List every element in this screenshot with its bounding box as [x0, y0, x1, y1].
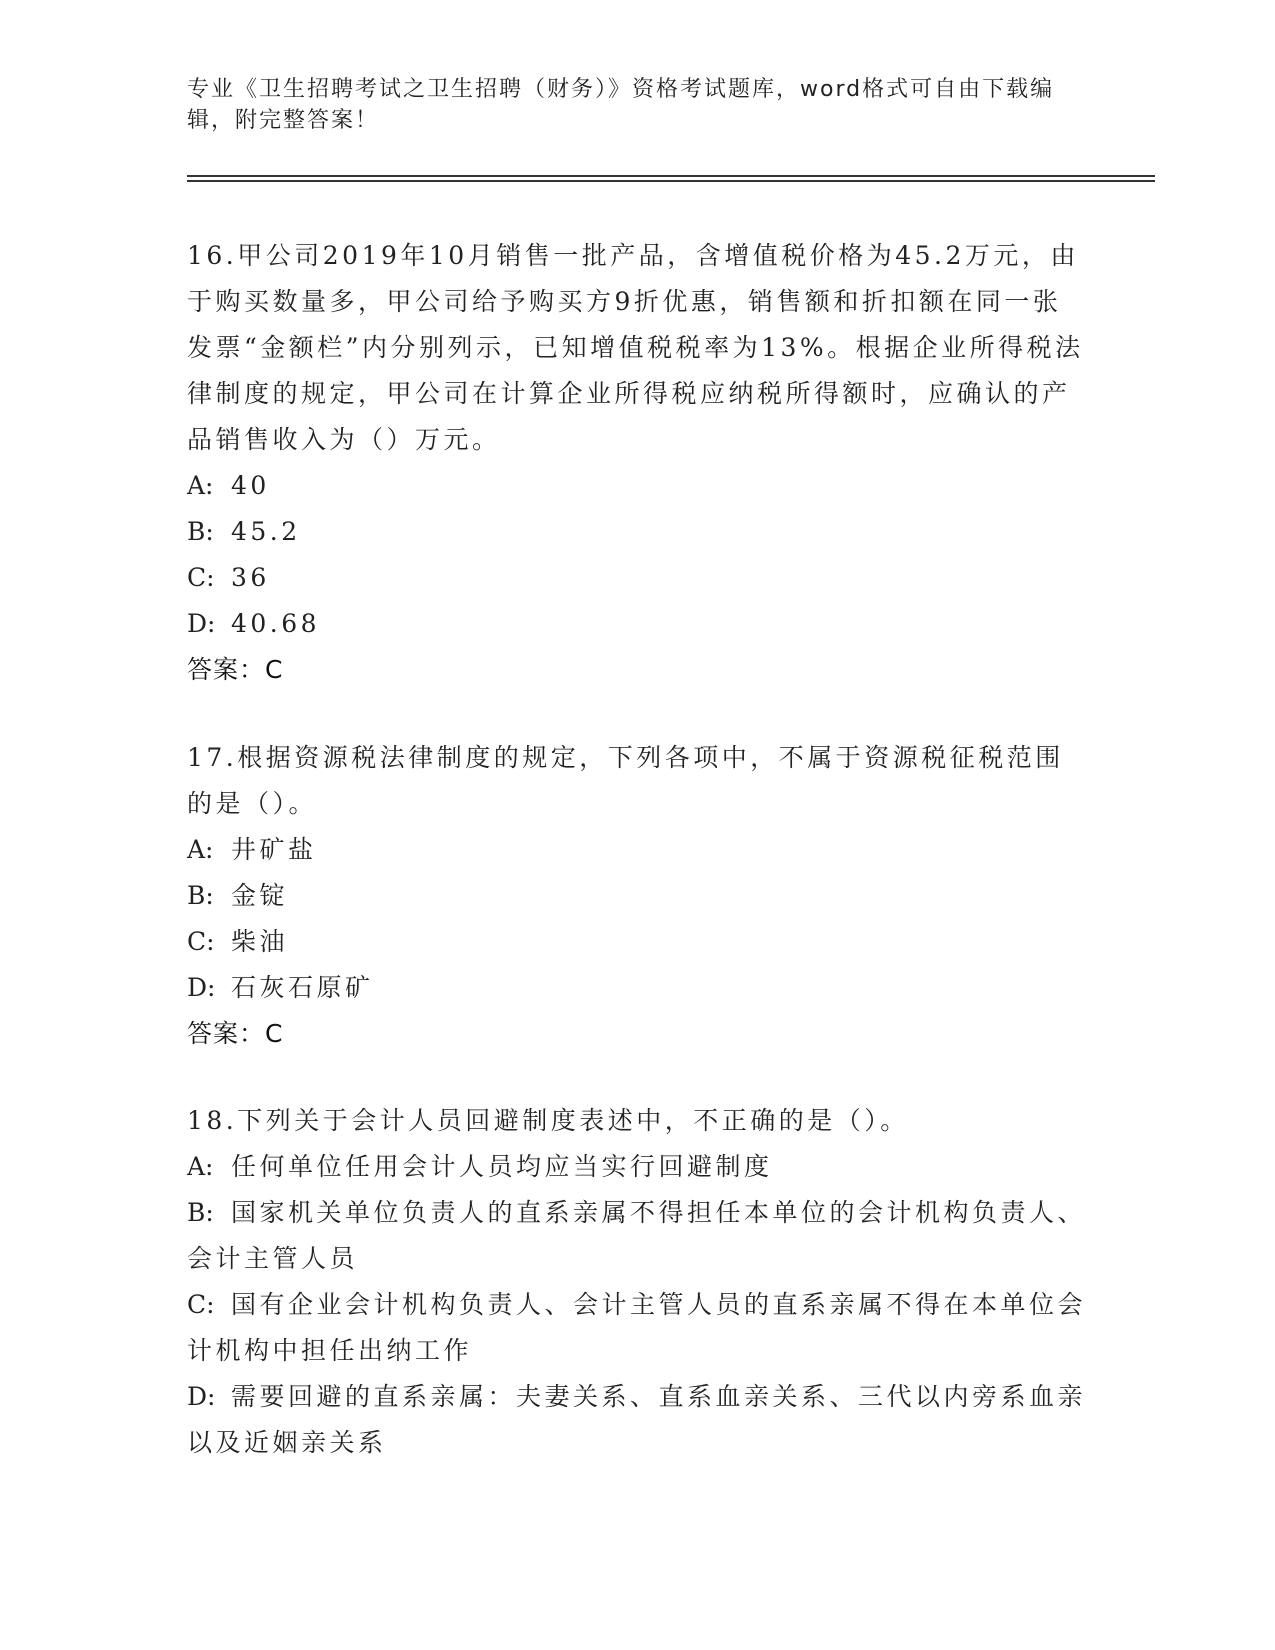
option-a [187, 827, 1087, 873]
option-label: C: [187, 563, 215, 592]
option-text: 国家机关单位负责人的直系亲属不得担任本单位的会计机构负责人、会计主管人员 [187, 1198, 1087, 1273]
option-label: C: [187, 1290, 215, 1319]
option-d [187, 601, 1087, 647]
question-stem: 16.甲公司2019年10月销售一批产品，含增值税价格为45.2万元，由于购买数量多，甲公司给予购买方9折优惠，销售额和折扣额在同一张发票“金额栏”内分别列示，已知增值税税率为13%。根据企业所得税法律制度的规定，甲公司在计算企业所得税应纳税所得额时，应确认的产品销售收入为（）万元。 [187, 241, 1084, 454]
question-17 [187, 735, 1087, 1057]
header-double-rule [187, 175, 1155, 182]
option-label: B: [187, 1198, 214, 1227]
answer-line: 答案：C [187, 655, 284, 684]
option-label: C: [187, 927, 215, 956]
option-label: D: [187, 973, 216, 1002]
option-text: 国有企业会计机构负责人、会计主管人员的直系亲属不得在本单位会计机构中担任出纳工作 [187, 1290, 1087, 1365]
option-text: 石灰石原矿 [231, 973, 374, 1002]
answer-line: 答案：C [187, 1019, 284, 1048]
option-label: B: [187, 881, 214, 910]
option-text: 45.2 [231, 517, 301, 546]
document-header [187, 74, 1087, 136]
option-a [187, 1144, 1087, 1190]
option-b [187, 1190, 1087, 1282]
option-text: 金锭 [231, 881, 289, 910]
option-text: 任何单位任用会计人员均应当实行回避制度 [231, 1152, 773, 1181]
option-text: 36 [231, 563, 270, 592]
option-text: 40.68 [231, 609, 321, 638]
question-16 [187, 233, 1087, 693]
option-c [187, 919, 1087, 965]
option-c [187, 555, 1087, 601]
option-d [187, 1374, 1087, 1466]
option-a [187, 463, 1087, 509]
option-b [187, 509, 1087, 555]
option-label: A: [187, 471, 214, 500]
option-c [187, 1282, 1087, 1374]
option-b [187, 873, 1087, 919]
question-18 [187, 1098, 1087, 1466]
option-label: A: [187, 835, 214, 864]
option-text: 柴油 [231, 927, 289, 956]
option-label: D: [187, 1382, 216, 1411]
option-text: 40 [231, 471, 270, 500]
option-label: A: [187, 1152, 214, 1181]
question-stem: 17.根据资源税法律制度的规定，下列各项中，不属于资源税征税范围的是（）。 [187, 743, 1064, 818]
option-label: D: [187, 609, 216, 638]
question-stem: 18.下列关于会计人员回避制度表述中，不正确的是（）。 [187, 1106, 909, 1135]
option-label: B: [187, 517, 214, 546]
option-d [187, 965, 1087, 1011]
option-text: 井矿盐 [231, 835, 317, 864]
header-title: 专业《卫生招聘考试之卫生招聘（财务）》资格考试题库，word格式可自由下载编辑，附完整答案！ [187, 77, 1055, 133]
option-text: 需要回避的直系亲属：夫妻关系、直系血亲关系、三代以内旁系血亲以及近姻亲关系 [187, 1382, 1087, 1457]
